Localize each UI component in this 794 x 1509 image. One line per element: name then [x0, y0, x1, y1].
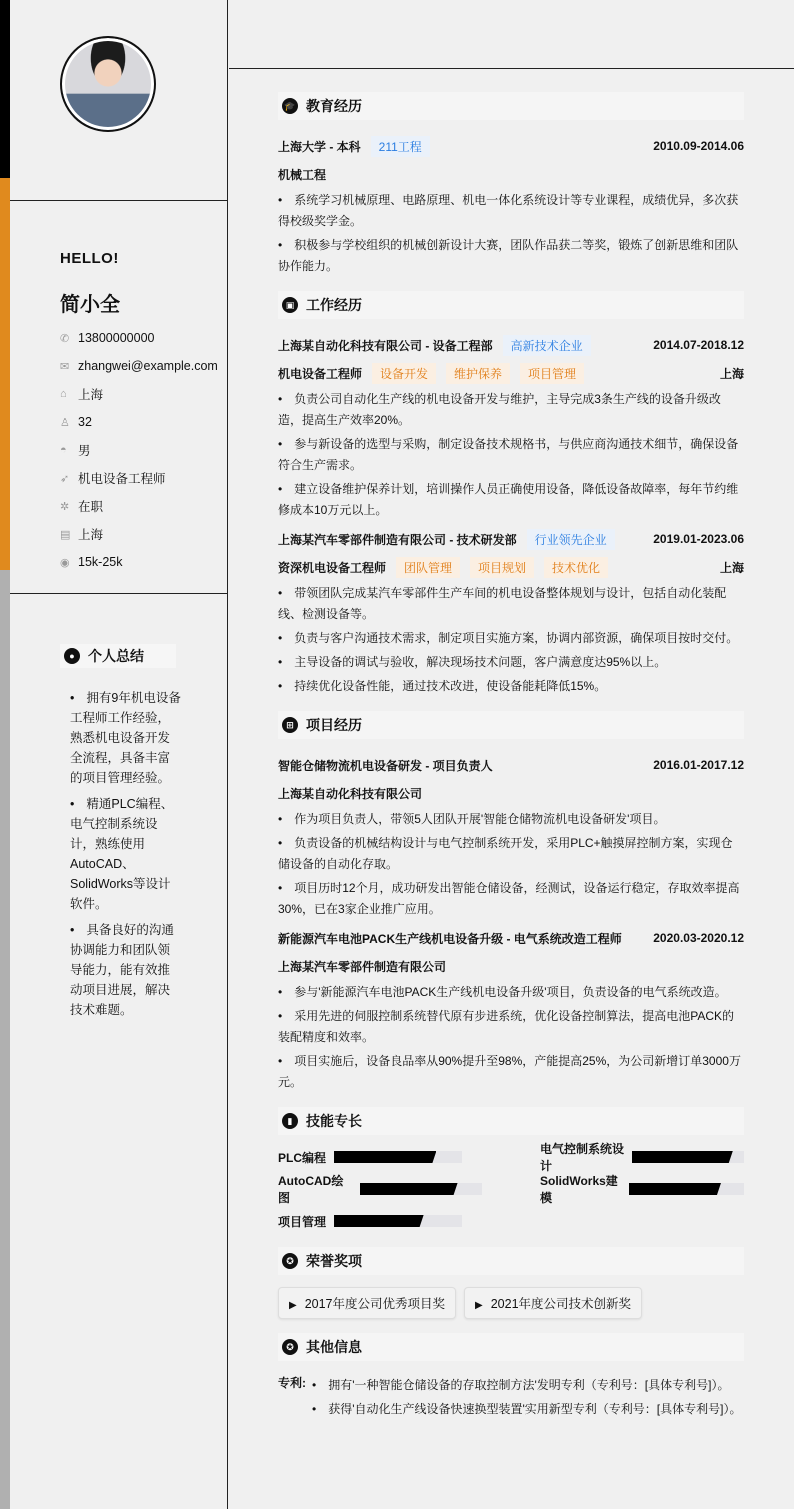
- skill-bar-fill: [360, 1183, 458, 1195]
- skill-tag: 项目管理: [520, 363, 584, 384]
- skill-item: [540, 1142, 744, 1173]
- awards-title: 荣誉奖项: [306, 1253, 362, 1269]
- bullet-list: [278, 809, 744, 920]
- city: 上海: [719, 560, 744, 575]
- project-row: [278, 751, 744, 779]
- info-text: 32: [78, 415, 92, 429]
- info-icon: ✪: [282, 1339, 298, 1355]
- summary-list: [70, 688, 182, 1026]
- gender-icon: ◓: [60, 444, 67, 456]
- award-icon: ✪: [282, 1253, 298, 1269]
- bullet-item: • 负责与客户沟通技术需求，制定项目实施方案，协调内部资源，确保项目按时交付。: [278, 628, 744, 649]
- salary-icon: ◉: [60, 556, 70, 569]
- info-item: [60, 380, 218, 408]
- person-name: 简小全: [60, 294, 120, 316]
- projects-title: 项目经历: [306, 717, 362, 733]
- info-text: zhangwei@example.com: [78, 359, 218, 373]
- award-item: ▶ 2017年度公司优秀项目奖: [278, 1287, 456, 1319]
- skill-name: PLC编程: [278, 1150, 327, 1165]
- skills-header: [278, 1107, 744, 1135]
- bullet-item: • 系统学习机械原理、电路原理、机电一体化系统设计等专业课程，成绩优异，多次获得校级奖学金。: [278, 190, 744, 232]
- info-text: 上海: [78, 528, 104, 542]
- main-content: [278, 92, 744, 1427]
- bullet-item: • 持续优化设备性能，通过技术改进，使设备能耗降低15%。: [278, 676, 744, 697]
- bullet-item: • 参与'新能源汽车电池PACK生产线机电设备升级'项目，负责设备的电气系统改造。: [278, 982, 744, 1003]
- info-text: 男: [78, 444, 91, 458]
- date: 2019.01-2023.06: [653, 532, 744, 546]
- awards-header: [278, 1247, 744, 1275]
- skill-bar-fill: [632, 1151, 733, 1163]
- skill-tag: 团队管理: [396, 557, 460, 578]
- info-text: 上海: [78, 388, 104, 402]
- graduation-cap-icon: 🎓: [282, 98, 298, 114]
- chart-icon: ▮: [282, 1113, 298, 1129]
- major-row: [278, 160, 744, 188]
- send-icon: ➶: [60, 472, 70, 485]
- education-title: 教育经历: [306, 98, 362, 114]
- info-item: [60, 492, 218, 520]
- skill-bar: [334, 1215, 462, 1227]
- skill-item: [278, 1174, 482, 1205]
- bullet-item: • 主导设备的调试与验收，解决现场技术问题，客户满意度达95%以上。: [278, 652, 744, 673]
- patent-label: 专利:: [278, 1376, 306, 1390]
- skill-bar: [334, 1151, 462, 1163]
- age-icon: ♙: [60, 416, 70, 429]
- org: 上海某自动化科技有限公司: [278, 786, 423, 801]
- skill-tag: 设备开发: [372, 363, 436, 384]
- bullet-list: [278, 583, 744, 697]
- info-item: [60, 324, 218, 352]
- skill-item: [278, 1147, 482, 1167]
- status-icon: ✲: [60, 500, 70, 513]
- avatar: [60, 36, 156, 132]
- divider: [10, 593, 228, 594]
- bullet-item: • 负责公司自动化生产线的机电设备开发与维护，主导完成3条生产线的设备升级改造，提高生产效率20%。: [278, 389, 744, 431]
- divider: [10, 200, 228, 201]
- bullet-list: [278, 982, 744, 1093]
- skill-tag: 技术优化: [544, 557, 608, 578]
- skill-bar-fill: [334, 1215, 424, 1227]
- school-tag: 211工程: [371, 136, 430, 157]
- mail-icon: ✉: [60, 360, 70, 373]
- education-section: [278, 132, 744, 277]
- info-text: 机电设备工程师: [78, 472, 166, 486]
- contact-info: [60, 324, 218, 576]
- role: 机电设备工程师: [278, 366, 363, 381]
- company: 上海某汽车零部件制造有限公司 - 技术研发部: [278, 532, 517, 547]
- role-row: [278, 359, 744, 387]
- info-item: [60, 408, 218, 436]
- bullet-item: • 作为项目负责人，带领5人团队开展'智能仓储物流机电设备研发'项目。: [278, 809, 744, 830]
- bullet-item: • 带领团队完成某汽车零部件生产车间的机电设备整体规划与设计，包括自动化装配线、检测设备等。: [278, 583, 744, 625]
- patent-item: • 获得'自动化生产线设备快速换型装置'实用新型专利（专利号：[具体专利号]）。: [312, 1399, 741, 1420]
- bullet-item: • 负责设备的机械结构设计与电气控制系统开发，采用PLC+触摸屏控制方案，实现仓储设备的自动化存取。: [278, 833, 744, 875]
- company-row: [278, 525, 744, 553]
- skill-tag: 维护保养: [446, 363, 510, 384]
- info-item: [60, 436, 218, 464]
- projects-section: [278, 751, 744, 1093]
- info-item: [60, 352, 218, 380]
- skill-tag: 项目规划: [470, 557, 534, 578]
- info-item: [60, 520, 218, 548]
- education-header: [278, 92, 744, 120]
- date: 2016.01-2017.12: [653, 758, 744, 772]
- work-title: 工作经历: [306, 297, 362, 313]
- info-item: [60, 464, 218, 492]
- summary-item: • 精通PLC编程、电气控制系统设计，熟练使用AutoCAD、SolidWorks等设计软件。: [70, 794, 182, 914]
- bullet-list: [278, 389, 744, 521]
- bullet-item: • 项目历时12个月，成功研发出智能仓储设备，经测试，设备运行稳定，存取效率提高30%，已在3家企业推广应用。: [278, 878, 744, 920]
- org-row: [278, 952, 744, 980]
- org-row: [278, 779, 744, 807]
- awards-list: [278, 1287, 744, 1319]
- company-tag: 行业领先企业: [527, 529, 615, 550]
- work-section: [278, 331, 744, 697]
- skill-name: 电气控制系统设计: [540, 1142, 625, 1173]
- other-title: 其他信息: [306, 1339, 362, 1355]
- patent-list: [312, 1375, 741, 1423]
- bullet-item: • 建立设备维护保养计划，培训操作人员正确使用设备，降低设备故障率，每年节约维修成本10万元以上。: [278, 479, 744, 521]
- award-item: ▶ 2021年度公司技术创新奖: [464, 1287, 642, 1319]
- skills-title: 技能专长: [306, 1113, 362, 1129]
- skill-bar: [632, 1151, 744, 1163]
- skill-item: [278, 1211, 482, 1231]
- summary-title: 个人总结: [88, 648, 144, 664]
- projects-header: [278, 711, 744, 739]
- skill-bar: [629, 1183, 744, 1195]
- skills-grid: [278, 1142, 744, 1231]
- project-name: 新能源汽车电池PACK生产线机电设备升级 - 电气系统改造工程师: [278, 931, 622, 946]
- summary-item: • 具备良好的沟通协调能力和团队领导能力，能有效推动项目进展，解决技术难题。: [70, 920, 182, 1020]
- company-row: [278, 331, 744, 359]
- skill-name: AutoCAD绘图: [278, 1174, 344, 1205]
- bullet-item: • 采用先进的伺服控制系统替代原有步进系统，优化设备控制算法，提高电池PACK的装配精度和效率。: [278, 1006, 744, 1048]
- project-row: [278, 924, 744, 952]
- other-header: [278, 1333, 744, 1361]
- summary-item: • 拥有9年机电设备工程师工作经验，熟悉机电设备开发全流程，具备丰富的项目管理经验。: [70, 688, 182, 788]
- divider: [229, 68, 794, 69]
- bullet-item: • 参与新设备的选型与采购，制定设备技术规格书，与供应商沟通技术细节，确保设备符合生产需求。: [278, 434, 744, 476]
- briefcase-icon: ▣: [282, 297, 298, 313]
- project-name: 智能仓储物流机电设备研发 - 项目负责人: [278, 758, 493, 773]
- skill-bar: [360, 1183, 482, 1195]
- skill-name: SolidWorks建模: [540, 1174, 618, 1205]
- phone-icon: ✆: [60, 332, 70, 345]
- date: 2020.03-2020.12: [653, 931, 744, 945]
- company-tag: 高新技术企业: [503, 335, 591, 356]
- school: 上海大学 - 本科: [278, 139, 361, 154]
- skill-bar-fill: [334, 1151, 436, 1163]
- date: 2014.07-2018.12: [653, 338, 744, 352]
- skill-bar-fill: [629, 1183, 721, 1195]
- info-text: 在职: [78, 500, 104, 514]
- patent-item: • 拥有'一种智能仓储设备的存取控制方法'发明专利（专利号：[具体专利号]）。: [312, 1375, 741, 1396]
- home-icon: ⌂: [60, 388, 67, 400]
- bullet-list: [278, 190, 744, 277]
- role: 资深机电设备工程师: [278, 560, 387, 575]
- education-row: [278, 132, 744, 160]
- other-info: [278, 1373, 744, 1427]
- date: 2010.09-2014.06: [653, 139, 744, 153]
- major: 机械工程: [278, 167, 327, 182]
- building-icon: ▤: [60, 528, 71, 541]
- skill-name: 项目管理: [278, 1214, 327, 1229]
- user-icon: ●: [64, 648, 80, 664]
- city: 上海: [719, 366, 744, 381]
- info-item: [60, 548, 218, 576]
- summary-header: [60, 644, 176, 668]
- company: 上海某自动化科技有限公司 - 设备工程部: [278, 338, 493, 353]
- info-text: 15k-25k: [78, 555, 123, 569]
- info-text: 13800000000: [78, 331, 155, 345]
- skill-item: [540, 1174, 744, 1205]
- grid-icon: ⊞: [282, 717, 298, 733]
- hello-heading: HELLO!: [60, 250, 119, 267]
- bullet-item: • 积极参与学校组织的机械创新设计大赛，团队作品获二等奖，锻炼了创新思维和团队协作能力。: [278, 235, 744, 277]
- work-header: [278, 291, 744, 319]
- role-row: [278, 553, 744, 581]
- sidebar: [10, 0, 228, 1509]
- accent-strip: [0, 0, 10, 1509]
- bullet-item: • 项目实施后，设备良品率从90%提升至98%，产能提高25%，为公司新增订单3000万元。: [278, 1051, 744, 1093]
- org: 上海某汽车零部件制造有限公司: [278, 959, 447, 974]
